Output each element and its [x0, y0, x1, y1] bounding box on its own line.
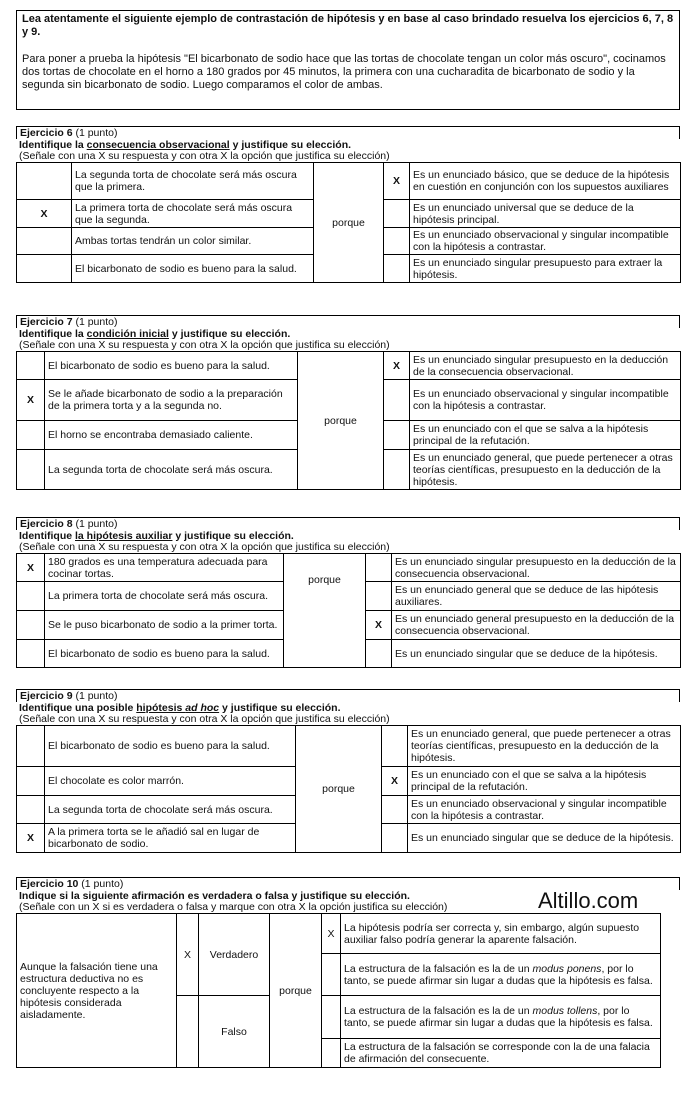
justification-option: Es un enunciado singular presupuesto para extraer la hipótesis. [410, 255, 681, 283]
justification-mark[interactable]: X [366, 611, 392, 640]
justification-option: Es un enunciado observacional y singular incompatible con la hipótesis a contrastar. [410, 228, 681, 255]
exercise-7-instruction: Identifique la condición inicial y justifique su elección. [19, 328, 291, 340]
answer-mark[interactable]: X [17, 824, 45, 853]
justification-mark[interactable]: X [384, 352, 410, 380]
justification-option: La estructura de la falsación es la de un modus ponens, por lo tanto, se puede afirmar sin lugar a dudas que la hipótesis es falsa. [341, 954, 661, 996]
exercise-8 [16, 517, 680, 668]
justification-mark[interactable]: X [322, 914, 341, 954]
answer-mark[interactable] [17, 352, 45, 380]
exercise-9 [16, 689, 680, 853]
justification-option: Es un enunciado observacional y singular incompatible con la hipótesis a contrastar. [410, 380, 681, 421]
exercise-6-table [16, 162, 681, 283]
exercise-9-note: (Señale con una X su respuesta y con otra X la opción que justifica su elección) [19, 713, 390, 725]
justification-mark[interactable] [382, 796, 408, 824]
justification-option: Es un enunciado básico, que se deduce de la hipótesis en cuestión en conjunción con los supuestos auxiliares [410, 163, 681, 200]
justification-mark[interactable] [322, 954, 341, 996]
answer-mark[interactable] [17, 163, 72, 200]
exercise-10-note: (Señale con un X si es verdadera o falsa y marque con otra X la opción justifica su elección) [19, 901, 448, 913]
justification-mark[interactable] [366, 582, 392, 611]
exercise-8-table [16, 553, 681, 668]
answer-option: Ambas tortas tendrán un color similar. [72, 228, 314, 255]
answer-option: 180 grados es una temperatura adecuada para cocinar tortas. [45, 554, 284, 582]
porque-label: porque [296, 726, 382, 853]
justification-option: Es un enunciado universal que se deduce de la hipótesis principal. [410, 200, 681, 228]
porque-label: porque [270, 914, 322, 1068]
true-label: Verdadero [199, 914, 270, 996]
exercise-8-instruction: Identifique la hipótesis auxiliar y justifique su elección. [19, 530, 294, 542]
exercise-6-note: (Señale con una X su respuesta y con otra X la opción que justifica su elección) [19, 150, 390, 162]
statement-cell: Aunque la falsación tiene una estructura deductiva no es concluyente respecto a la hipótesis considerada aisladamente. [17, 914, 177, 1068]
justification-mark[interactable] [366, 554, 392, 582]
intro-heading: Lea atentamente el siguiente ejemplo de contrastación de hipótesis y en base al caso brindado resuelva los ejercicios 6, 7, 8 y 9. [22, 13, 674, 38]
justification-mark[interactable] [322, 1039, 341, 1068]
answer-mark[interactable] [17, 726, 45, 767]
justification-option: Es un enunciado singular que se deduce de la hipótesis. [392, 640, 681, 668]
exercise-7 [16, 315, 680, 490]
answer-option: La segunda torta de chocolate será más oscura que la primera. [72, 163, 314, 200]
justification-option: La estructura de la falsación es la de un modus tollens, por lo tanto, se puede afirmar sin lugar a dudas que la hipótesis es falsa. [341, 996, 661, 1039]
exercise-9-instruction: Identifique una posible hipótesis ad hoc y justifique su elección. [19, 702, 341, 714]
answer-mark[interactable] [17, 640, 45, 668]
answer-option: La segunda torta de chocolate será más oscura. [45, 450, 298, 490]
porque-label: porque [284, 554, 366, 668]
justification-option: Es un enunciado observacional y singular incompatible con la hipótesis a contrastar. [408, 796, 681, 824]
answer-option: A la primera torta se le añadió sal en lugar de bicarbonato de sodio. [45, 824, 296, 853]
justification-mark[interactable]: X [384, 163, 410, 200]
answer-option: La primera torta de chocolate será más oscura que la segunda. [72, 200, 314, 228]
justification-mark[interactable] [366, 640, 392, 668]
justification-option: Es un enunciado singular presupuesto en la deducción de la consecuencia observacional. [410, 352, 681, 380]
justification-option: Es un enunciado general que se deduce de las hipótesis auxiliares. [392, 582, 681, 611]
justification-option: Es un enunciado general, que puede pertenecer a otras teorías científicas, presupuesto en la deducción de la hipótesis. [410, 450, 681, 490]
justification-option: Es un enunciado general presupuesto en la deducción de la consecuencia observacional. [392, 611, 681, 640]
justification-option: La estructura de la falsación se corresponde con la de una falacia de afirmación del consecuente. [341, 1039, 661, 1068]
exercise-7-title: Ejercicio 7 (1 punto) [16, 315, 680, 328]
answer-option: El bicarbonato de sodio es bueno para la salud. [45, 640, 284, 668]
justification-mark[interactable]: X [382, 767, 408, 796]
justification-option: Es un enunciado con el que se salva a la hipótesis principal de la refutación. [408, 767, 681, 796]
exercise-6-instruction: Identifique la consecuencia observacional y justifique su elección. [19, 139, 352, 151]
justification-mark[interactable] [384, 421, 410, 450]
exercise-10-title: Ejercicio 10 (1 punto) [16, 877, 680, 890]
intro-case: Para poner a prueba la hipótesis "El bicarbonato de sodio hace que las tortas de chocolate tengan un color más oscuro", cocinamos dos tortas de chocolate en el horno a 180 grados por 45 minutos, la primera con una cucharadita de bicarbonato de sodio y la segunda sin bicarbonato de sodio. Luego comparamos el color de ambas. [22, 53, 666, 91]
false-label: Falso [199, 996, 270, 1068]
exercise-10-instruction: Indique si la siguiente afirmación es verdadera o falsa y justifique su elección. [19, 890, 410, 902]
justification-mark[interactable] [382, 726, 408, 767]
justification-option: Es un enunciado singular presupuesto en la deducción de la consecuencia observacional. [392, 554, 681, 582]
answer-option: El bicarbonato de sodio es bueno para la salud. [45, 726, 296, 767]
justification-option: Es un enunciado general, que puede pertenecer a otras teorías científicas, presupuesto en la deducción de la hipótesis. [408, 726, 681, 767]
justification-option: Es un enunciado singular que se deduce de la hipótesis. [408, 824, 681, 853]
exercise-7-table [16, 351, 681, 490]
porque-label: porque [314, 163, 384, 283]
answer-mark[interactable] [17, 421, 45, 450]
exercise-8-title: Ejercicio 8 (1 punto) [16, 517, 680, 530]
justification-mark[interactable] [382, 824, 408, 853]
intro-box [16, 10, 680, 110]
answer-option: El bicarbonato de sodio es bueno para la salud. [72, 255, 314, 283]
answer-mark[interactable]: X [17, 380, 45, 421]
justification-mark[interactable] [384, 380, 410, 421]
answer-mark[interactable]: X [17, 200, 72, 228]
justification-option: La hipótesis podría ser correcta y, sin embargo, algún supuesto auxiliar falso podría generar la aparente falsación. [341, 914, 661, 954]
answer-option: El chocolate es color marrón. [45, 767, 296, 796]
exercise-6-title: Ejercicio 6 (1 punto) [16, 126, 680, 139]
answer-mark[interactable] [17, 611, 45, 640]
exercise-6 [16, 126, 680, 283]
answer-option: Se le añade bicarbonato de sodio a la preparación de la primera torta y a la segunda no. [45, 380, 298, 421]
answer-mark[interactable] [17, 796, 45, 824]
answer-mark[interactable] [17, 255, 72, 283]
altillo-watermark: Altillo.com [538, 888, 639, 913]
exercise-10-table [16, 913, 661, 1068]
justification-mark[interactable] [384, 450, 410, 490]
justification-mark[interactable] [384, 228, 410, 255]
justification-option: Es un enunciado con el que se salva a la hipótesis principal de la refutación. [410, 421, 681, 450]
answer-mark[interactable] [17, 582, 45, 611]
answer-option: La primera torta de chocolate será más oscura. [45, 582, 284, 611]
exercise-8-note: (Señale con una X su respuesta y con otra X la opción que justifica su elección) [19, 541, 390, 553]
true-mark[interactable]: X [177, 914, 199, 996]
justification-mark[interactable] [322, 996, 341, 1039]
answer-option: Se le puso bicarbonato de sodio a la primer torta. [45, 611, 284, 640]
porque-label: porque [298, 352, 384, 490]
answer-mark[interactable]: X [17, 554, 45, 582]
justification-mark[interactable] [384, 255, 410, 283]
answer-option: El horno se encontraba demasiado caliente. [45, 421, 298, 450]
answer-option: El bicarbonato de sodio es bueno para la salud. [45, 352, 298, 380]
answer-mark[interactable] [17, 767, 45, 796]
answer-mark[interactable] [17, 228, 72, 255]
exercise-7-note: (Señale con una X su respuesta y con otra X la opción que justifica su elección) [19, 339, 390, 351]
exercise-9-table [16, 725, 681, 853]
answer-option: La segunda torta de chocolate será más oscura. [45, 796, 296, 824]
false-mark[interactable] [177, 996, 199, 1068]
exercise-9-title: Ejercicio 9 (1 punto) [16, 689, 680, 702]
answer-mark[interactable] [17, 450, 45, 490]
justification-mark[interactable] [384, 200, 410, 228]
